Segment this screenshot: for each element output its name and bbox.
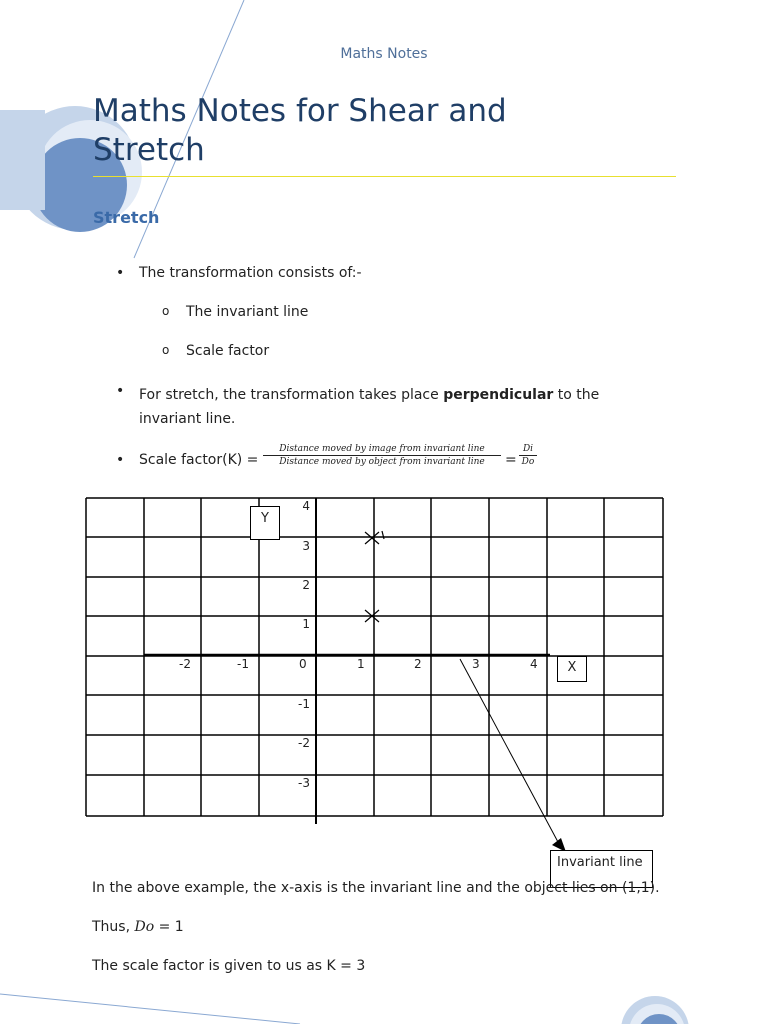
thus-pre: Thus, xyxy=(92,919,135,935)
paragraph-thus xyxy=(92,919,184,935)
bullet-dot-3: • xyxy=(116,452,125,468)
title-line-2: Stretch xyxy=(93,132,205,168)
y-tick-neg2: -2 xyxy=(298,736,310,750)
y-tick-neg1: -1 xyxy=(298,697,310,711)
bullet-2-line2: invariant line. xyxy=(139,411,236,427)
sub-bullet-2-marker: o xyxy=(162,343,170,357)
x-tick-4: 4 xyxy=(530,657,538,671)
title-line-1: Maths Notes for Shear and xyxy=(93,93,507,129)
thus-post: = 1 xyxy=(154,919,184,935)
bullet-dot-2: • xyxy=(116,383,125,399)
bullet-3-label: Scale factor(K) = xyxy=(139,452,259,468)
section-heading: Stretch xyxy=(93,208,160,227)
y-axis-label-box: Y xyxy=(250,506,280,540)
sub-bullet-2-text: Scale factor xyxy=(186,343,270,359)
bullet-2-pre: For stretch, the transformation takes place xyxy=(139,387,444,403)
y-tick-4: 4 xyxy=(302,499,310,513)
x-axis-label-box: X xyxy=(557,656,587,682)
x-tick-neg2: -2 xyxy=(179,657,191,671)
fraction-2-numerator: Di xyxy=(522,444,534,454)
equals-sign: = xyxy=(505,452,517,468)
bullet-dot-1: • xyxy=(116,265,125,281)
x-tick-2: 2 xyxy=(414,657,422,671)
fraction-1-denominator: Distance moved by object from invariant line xyxy=(279,457,485,467)
invariant-line-label-box: Invariant line xyxy=(550,850,653,888)
y-tick-2: 2 xyxy=(302,578,310,592)
sub-bullet-1-marker: o xyxy=(162,304,170,318)
x-tick-0: 0 xyxy=(299,657,307,671)
sub-bullet-1-text: The invariant line xyxy=(186,304,309,320)
x-tick-1: 1 xyxy=(357,657,365,671)
paragraph-scale-factor: The scale factor is given to us as K = 3 xyxy=(92,958,366,974)
bullet-2-bold: perpendicular xyxy=(443,387,554,403)
thus-variable: Do xyxy=(134,919,155,935)
y-tick-3: 3 xyxy=(302,539,310,553)
y-tick-neg3: -3 xyxy=(298,776,310,790)
running-header: Maths Notes xyxy=(340,46,428,62)
x-tick-neg1: -1 xyxy=(237,657,249,671)
bullet-2-post: to the xyxy=(553,387,600,403)
paragraph-example: In the above example, the x-axis is the invariant line and the object lies on (1,1). xyxy=(92,880,660,896)
y-tick-1: 1 xyxy=(302,617,310,631)
fraction-2-denominator: Do xyxy=(521,457,535,467)
fraction-1-numerator: Distance moved by image from invariant line xyxy=(279,444,485,454)
bullet-1-text: The transformation consists of:- xyxy=(139,265,362,281)
invariant-arrow-line xyxy=(460,659,558,842)
x-tick-3: 3 xyxy=(472,657,480,671)
